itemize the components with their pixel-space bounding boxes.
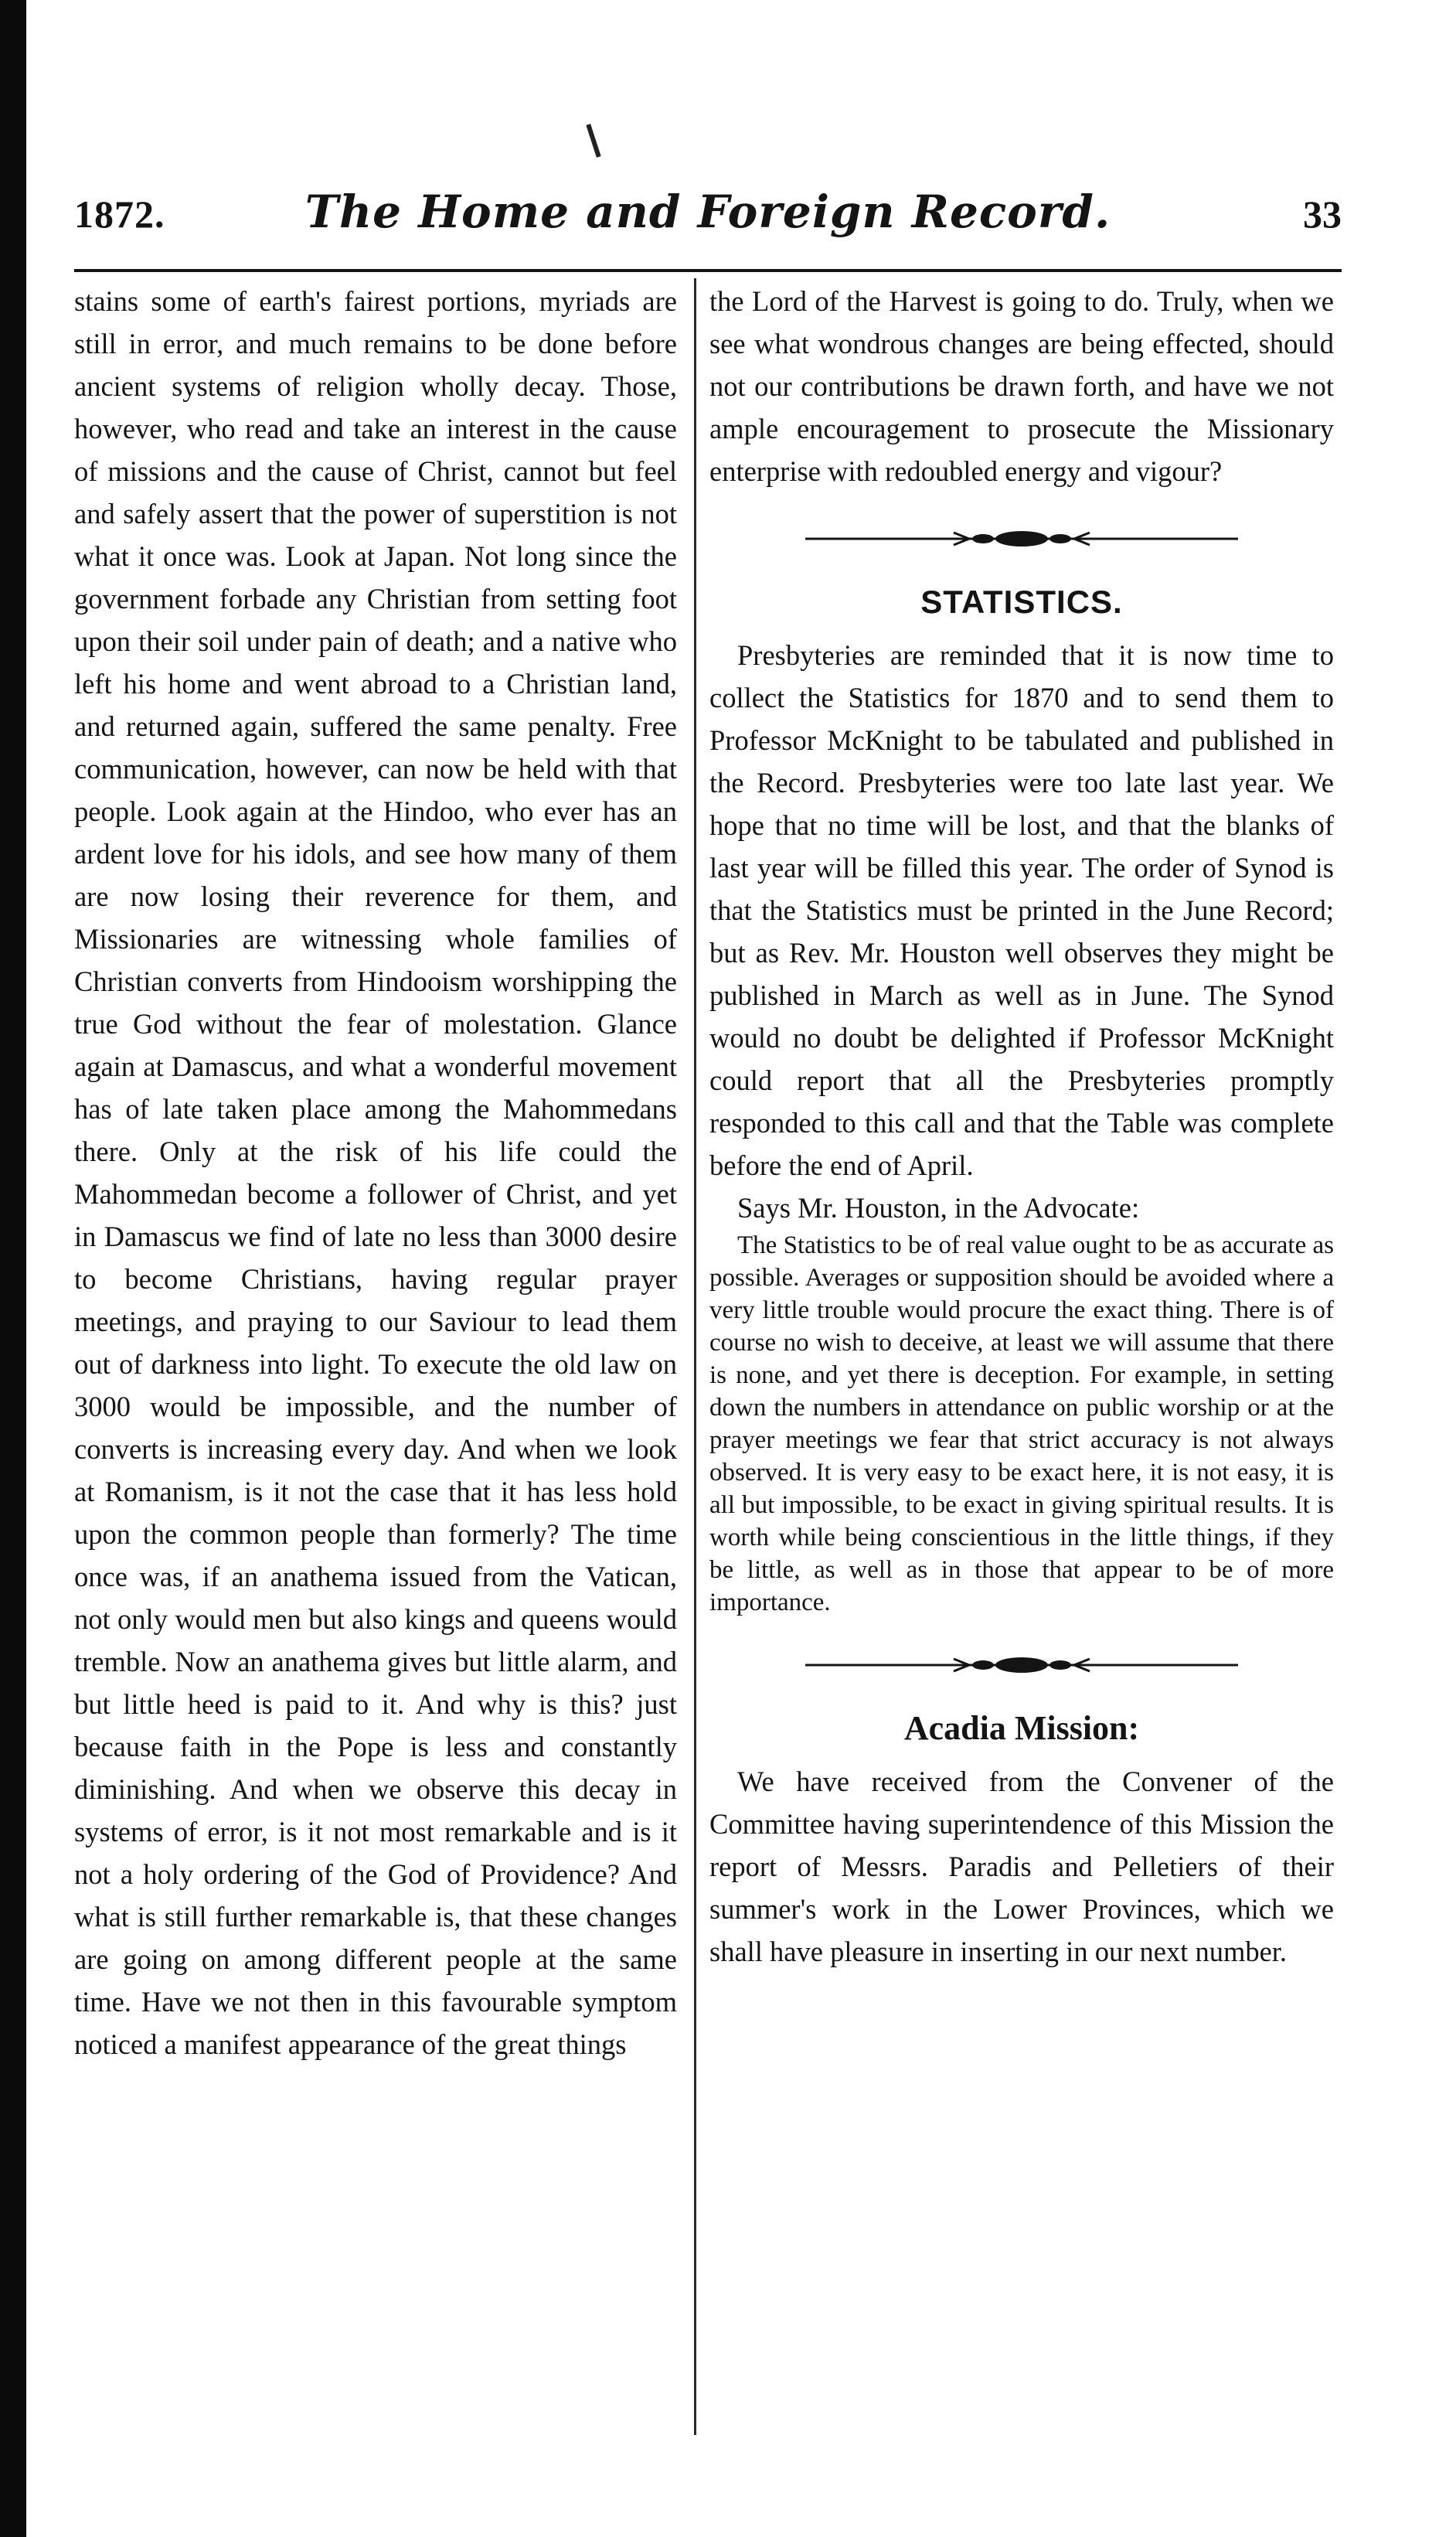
statistics-paragraph: Presbyteries are reminded that it is now time to collect the Statistics for 1870 and to send them to Professor McKnight to be tabulated and published in the Record. Presbyteries were too late last year. We hope that no time will be lost, and that the blanks of last year will be filled this year. The order of Synod is that the Statistics must be printed in the June Record; but as Rev. Mr. Houston well observes they might be published in March as well as in June. The Synod would no doubt be delighted if Professor McKnight could report that all the Presbyteries promptly responded to this call and that the Table was complete before the end of April. — [709, 639, 1334, 1181]
statistics-lead: Says Mr. Houston, in the Advocate: — [737, 1192, 1140, 1224]
column-divider — [694, 278, 696, 2435]
ornament-divider — [790, 528, 1254, 550]
header-rule — [74, 269, 1342, 272]
left-column — [74, 280, 677, 2065]
header-year: 1872. — [74, 192, 165, 236]
right-column — [709, 280, 1334, 1973]
statistics-quote: The Statistics to be of real value ought to be as accurate as possible. Averages or supposition should be avoided where a very little trouble would procure the exact thing. There is of course no wish to deceive, at least we will assume that there is none, and yet there is deception. For example, in setting down the numbers in attendance on public worship or at the prayer meetings we fear that strict accuracy is not always observed. It is very easy to be exact here, it is not easy, it is all but impossible, to be exact in giving spiritual results. It is worth while being conscientious in the little things, if they be little, as well as in those that appear to be of more importance. — [709, 1231, 1334, 1616]
left-column-text: stains some of earth's fairest portions, myriads are still in error, and much remains to be done before ancient systems of religion wholly decay. Those, however, who read and take an interest in the cause of missions and the cause of Christ, cannot but feel and safely assert that the power of superstition is not what it once was. Look at Japan. Not long since the government forbade any Christian from setting foot upon their soil under pain of death; and a native who left his home and went abroad to a Christian land, and returned again, suffered the same penalty. Free communication, however, can now be held with that people. Look again at the Hindoo, who ever has an ardent love for his idols, and see how many of them are now losing their reverence for them, and Missionaries are witnessing whole families of Christian converts from Hindooism worshipping the true God without the fear of molestation. Glance again at Damascus, and what a wonderful movement has of late taken place among the Mahommedans there. Only at the risk of his life could the Mahommedan become a follower of Christ, and yet in Damascus we find of late no less than 3000 desire to become Christians, having regular prayer meetings, and praying to our Saviour to lead them out of darkness into light. To execute the old law on 3000 would be impossible, and the number of converts is increasing every day. And when we look at Romanism, is it not the case that it has less hold upon the common people than formerly? The time once was, if an anathema issued from the Vatican, not only would men but also kings and queens would tremble. Now an anathema gives but little alarm, and but little heed is paid to it. And why is this? just because faith in the Pope is less and constantly diminishing. And when we observe this decay in systems of error, is it not most remarkable and is it not a holy ordering of the God of Providence? And what is still further remarkable is, that these changes are going on among different people at the same time. Have we not then in this favourable symptom noticed a manifest appearance of the great things — [74, 285, 677, 2060]
scan-edge-bar — [0, 0, 26, 2537]
page-number: 33 — [1303, 192, 1342, 236]
continuation-paragraph: the Lord of the Harvest is going to do. Truly, when we see what wondrous changes are being effected, should not our contributions be drawn forth, and have we not ample encouragement to prosecute the Missionary enterprise with redoubled energy and vigour? — [709, 285, 1334, 487]
acadia-paragraph: We have received from the Convener of the Committee having superintendence of this Mission the report of Messrs. Paradis and Pelletiers of their summer's work in the Lower Provinces, which we shall have pleasure in inserting in our next number. — [709, 1766, 1334, 1967]
journal-title: The Home and Foreign Record. — [304, 186, 1111, 238]
statistics-heading: STATISTICS. — [920, 584, 1123, 620]
ornament-divider — [790, 1654, 1254, 1676]
scan-mark — [586, 124, 600, 158]
acadia-heading: Acadia Mission: — [903, 1709, 1140, 1747]
page-header — [74, 186, 1342, 255]
